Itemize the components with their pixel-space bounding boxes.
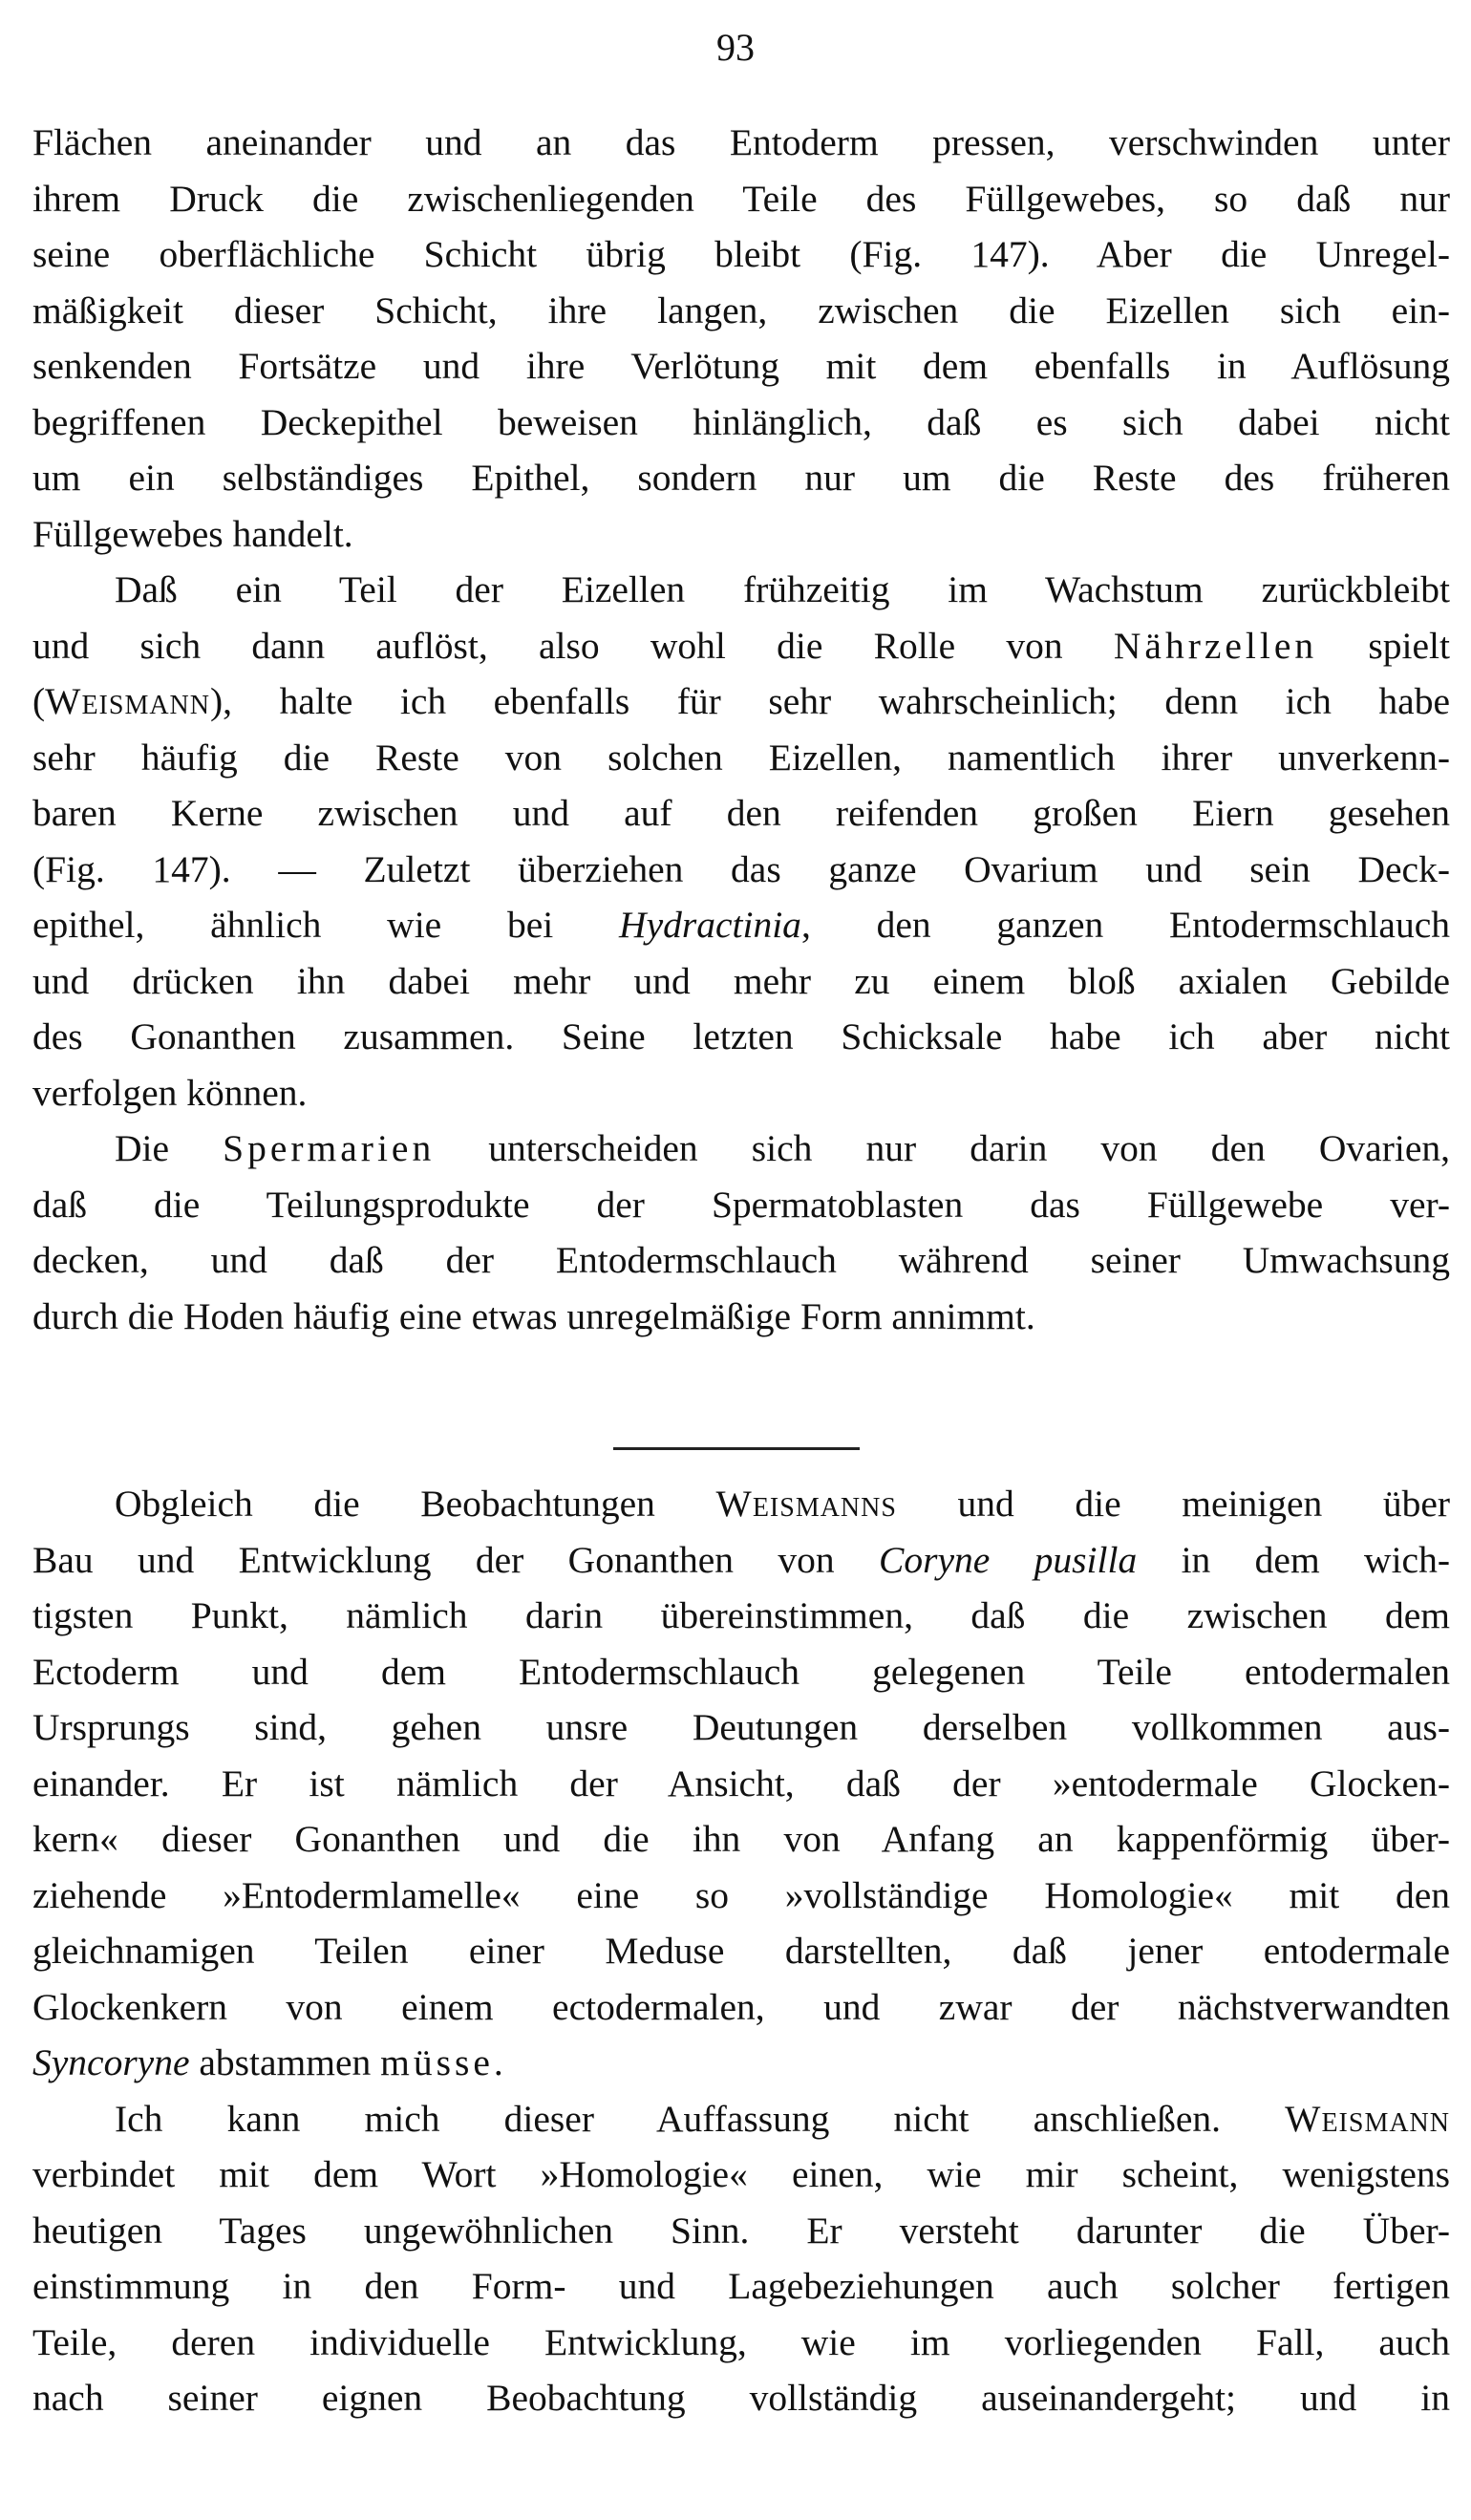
text-line: begriffenen Deckepithel beweisen hinlänglich, daß es sich dabei nicht bbox=[32, 400, 1450, 443]
text-line: Flächen aneinander und an das Entoderm pressen, verschwinden unter bbox=[32, 121, 1450, 163]
text-line bbox=[32, 2091, 1450, 2147]
text-line bbox=[32, 1476, 1450, 1532]
text-line: ziehende »Entodermlamelle« eine so »vollständige Homologie« mit den bbox=[32, 1873, 1450, 1916]
text-line: verbindet mit dem Wort »Homologie« einen, wie mir scheint, wenigstens bbox=[32, 2153, 1450, 2195]
section-divider bbox=[613, 1447, 860, 1450]
text-line: einander. Er ist nämlich der Ansicht, daß der »entodermale Glocken- bbox=[32, 1762, 1450, 1805]
spaced-term: Nährzellen bbox=[1113, 624, 1318, 667]
text-span: , den ganzen Entodermschlauch bbox=[800, 904, 1450, 946]
species-name: Hydractinia bbox=[619, 904, 801, 946]
text-line: Ursprungs sind, gehen unsre Deutungen derselben vollkommen aus- bbox=[32, 1706, 1450, 1748]
spaced-term: müsse bbox=[380, 2041, 494, 2083]
text-line: ihrem Druck die zwischenliegenden Teile des Füllgewebes, so daß nur bbox=[32, 177, 1450, 220]
author-name: Weismanns bbox=[715, 1483, 897, 1525]
text-line bbox=[32, 2035, 1450, 2091]
page-number: 93 bbox=[716, 26, 755, 69]
author-name: Weismann bbox=[1285, 2097, 1450, 2140]
text-span: und sich dann auflöst, also wohl die Rolle von bbox=[32, 624, 1114, 667]
text-line: seine oberflächliche Schicht übrig bleibt (Fig. 147). Aber die Unregel- bbox=[32, 233, 1450, 275]
text-line: mäßigkeit dieser Schicht, ihre langen, zwischen die Eizellen sich ein- bbox=[32, 288, 1450, 331]
text-line bbox=[32, 1532, 1450, 1589]
text-line bbox=[32, 673, 1450, 730]
text-span: Die bbox=[115, 1127, 224, 1169]
text-line: und drücken ihn dabei mehr und mehr zu einem bloß axialen Gebilde bbox=[32, 959, 1450, 1002]
text-line: des Gonanthen zusammen. Seine letzten Schicksale habe ich aber nicht bbox=[32, 1015, 1450, 1057]
text-line: Daß ein Teil der Eizellen frühzeitig im Wachstum zurückbleibt bbox=[115, 568, 1450, 610]
text-line: sehr häufig die Reste von solchen Eizellen, namentlich ihrer unverkenn- bbox=[32, 736, 1450, 779]
text-span: Ich kann mich dieser Auffassung nicht anschließen. bbox=[115, 2097, 1286, 2140]
text-line: heutigen Tages ungewöhnlichen Sinn. Er versteht darunter die Über- bbox=[32, 2209, 1450, 2252]
text-span: Obgleich die Beobachtungen bbox=[115, 1483, 716, 1525]
text-span: spielt bbox=[1317, 624, 1450, 667]
text-line: decken, und daß der Entodermschlauch während seiner Umwachsung bbox=[32, 1239, 1450, 1281]
text-span: abstammen bbox=[189, 2041, 381, 2083]
text-span: unterscheiden sich nur darin von den Ovarien, bbox=[435, 1127, 1450, 1169]
text-line: senkenden Fortsätze und ihre Verlötung mit dem ebenfalls in Auflösung bbox=[32, 345, 1450, 387]
text-line bbox=[32, 618, 1450, 674]
text-line: Glockenkern von einem ectodermalen, und zwar der nächstverwandten bbox=[32, 1985, 1450, 2028]
text-line: tigsten Punkt, nämlich darin übereinstimmen, daß die zwischen dem bbox=[32, 1594, 1450, 1636]
text-line: verfolgen können. bbox=[32, 1071, 308, 1114]
text-line: kern« dieser Gonanthen und die ihn von Anfang an kappenförmig über- bbox=[32, 1818, 1450, 1860]
text-span: Bau und Entwicklung der Gonanthen von bbox=[32, 1538, 879, 1581]
text-block-lower bbox=[32, 1476, 1450, 2426]
species-name: Coryne pusilla bbox=[879, 1538, 1138, 1581]
text-line: durch die Hoden häufig eine etwas unregelmäßige Form annimmt. bbox=[32, 1294, 1035, 1337]
text-line: daß die Teilungsprodukte der Spermatoblasten das Füllgewebe ver- bbox=[32, 1183, 1450, 1226]
author-name: Weismann bbox=[45, 680, 210, 722]
text-line: (Fig. 147). — Zuletzt überziehen das ganze Ovarium und sein Deck- bbox=[32, 847, 1450, 890]
text-line: einstimmung in den Form- und Lagebeziehungen auch solcher fertigen bbox=[32, 2265, 1450, 2307]
text-line bbox=[32, 897, 1450, 953]
text-line: Teile, deren individuelle Entwicklung, wie im vorliegenden Fall, auch bbox=[32, 2320, 1450, 2363]
text-span: in dem wich- bbox=[1137, 1538, 1450, 1581]
text-line: Ectoderm und dem Entodermschlauch gelegenen Teile entodermalen bbox=[32, 1650, 1450, 1693]
text-span: epithel, ähnlich wie bei bbox=[32, 904, 620, 946]
text-line: baren Kerne zwischen und auf den reifenden großen Eiern gesehen bbox=[32, 792, 1450, 834]
text-span: ), halte ich ebenfalls für sehr wahrscheinlich; denn ich habe bbox=[210, 680, 1450, 722]
text-line: gleichnamigen Teilen einer Meduse darstellten, daß jener entodermale bbox=[32, 1930, 1450, 1972]
text-span: ( bbox=[32, 680, 46, 722]
text-block-upper bbox=[32, 115, 1450, 1344]
text-line: Füllgewebes handelt. bbox=[32, 512, 353, 555]
text-line: nach seiner eignen Beobachtung vollständig auseinandergeht; und in bbox=[32, 2377, 1450, 2419]
text-line bbox=[32, 1121, 1450, 1177]
species-name: Syncoryne bbox=[32, 2041, 190, 2083]
spaced-term: Spermarien bbox=[223, 1127, 436, 1169]
text-span: und die meinigen über bbox=[896, 1483, 1450, 1525]
text-line: um ein selbständiges Epithel, sondern nur um die Reste des früheren bbox=[32, 457, 1450, 499]
text-span: . bbox=[493, 2041, 503, 2083]
